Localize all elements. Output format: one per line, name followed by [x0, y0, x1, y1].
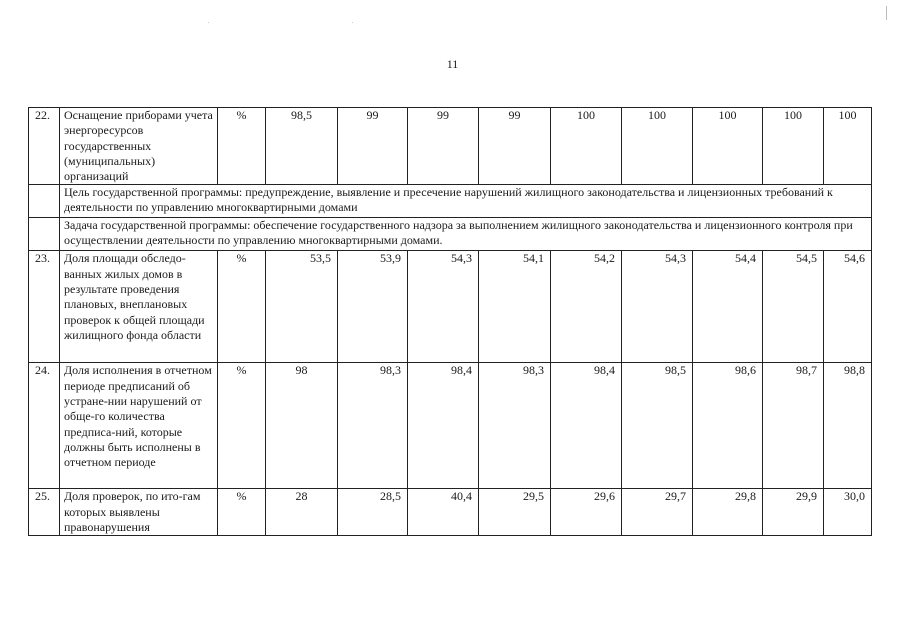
value-cell: 29,7 — [622, 489, 693, 536]
program-goal: Цель государственной программы: предупреждение, выявление и пресечение нарушений жилищного законодательства и лицензионных требований к деятельности по управлению многоквартирными домами — [60, 185, 872, 218]
indicator-name: Доля площади обследо-ванных жилых домов в результате проведения плановых, внеплановых проверок к общей площади жилищного фонда области — [60, 251, 218, 363]
value-cell: 53,9 — [338, 251, 408, 363]
value-cell: 99 — [408, 108, 479, 185]
value-cell: 98 — [266, 363, 338, 489]
value-cell: 54,2 — [551, 251, 622, 363]
row-number: 24. — [29, 363, 60, 489]
row-number-empty — [29, 185, 60, 218]
value-cell: 98,8 — [824, 363, 872, 489]
row-number: 23. — [29, 251, 60, 363]
value-cell: 100 — [824, 108, 872, 185]
value-cell: 30,0 — [824, 489, 872, 536]
value-cell: 99 — [479, 108, 551, 185]
table-row — [29, 489, 872, 536]
unit-cell: % — [218, 489, 266, 536]
value-cell: 54,4 — [693, 251, 763, 363]
value-cell: 98,7 — [763, 363, 824, 489]
value-cell: 29,6 — [551, 489, 622, 536]
value-cell: 29,9 — [763, 489, 824, 536]
program-task: Задача государственной программы: обеспечение государственного надзора за выполнением жилищного законодательства и лицензионного контроля при осуществлении деятельности по управлению многоквартирными домами. — [60, 218, 872, 251]
scan-speck — [352, 22, 353, 23]
value-cell: 100 — [763, 108, 824, 185]
scan-speck — [208, 22, 209, 23]
value-cell: 54,3 — [622, 251, 693, 363]
table-body — [29, 108, 872, 536]
value-cell: 98,4 — [408, 363, 479, 489]
value-cell: 98,5 — [622, 363, 693, 489]
value-cell: 28,5 — [338, 489, 408, 536]
value-cell: 54,3 — [408, 251, 479, 363]
unit-cell: % — [218, 108, 266, 185]
unit-cell: % — [218, 251, 266, 363]
value-cell: 98,5 — [266, 108, 338, 185]
value-cell: 98,3 — [479, 363, 551, 489]
value-cell: 100 — [693, 108, 763, 185]
value-cell: 99 — [338, 108, 408, 185]
value-cell: 98,3 — [338, 363, 408, 489]
value-cell: 29,5 — [479, 489, 551, 536]
table-row — [29, 185, 872, 218]
row-number: 22. — [29, 108, 60, 185]
unit-cell: % — [218, 363, 266, 489]
value-cell: 54,6 — [824, 251, 872, 363]
value-cell: 28 — [266, 489, 338, 536]
table-row — [29, 218, 872, 251]
value-cell: 40,4 — [408, 489, 479, 536]
value-cell: 98,6 — [693, 363, 763, 489]
value-cell: 98,4 — [551, 363, 622, 489]
row-number: 25. — [29, 489, 60, 536]
value-cell: 53,5 — [266, 251, 338, 363]
page-number: 11 — [446, 57, 459, 71]
table-row — [29, 108, 872, 185]
value-cell: 100 — [622, 108, 693, 185]
row-number-empty — [29, 218, 60, 251]
value-cell: 29,8 — [693, 489, 763, 536]
table-row — [29, 363, 872, 489]
value-cell: 100 — [551, 108, 622, 185]
indicator-name: Доля исполнения в отчетном периоде предписаний об устране-нии нарушений от обще-го количества предписа-ний, которые должны быть исполнены в отчетном периоде — [60, 363, 218, 489]
value-cell: 54,5 — [763, 251, 824, 363]
indicators-table — [28, 107, 872, 536]
indicator-name: Доля проверок, по ито-гам которых выявлены правонарушения — [60, 489, 218, 536]
scan-margin-mark — [886, 6, 887, 20]
value-cell: 54,1 — [479, 251, 551, 363]
indicator-name: Оснащение приборами учета энергоресурсов государственных (муниципальных) организаций — [60, 108, 218, 185]
table-row — [29, 251, 872, 363]
